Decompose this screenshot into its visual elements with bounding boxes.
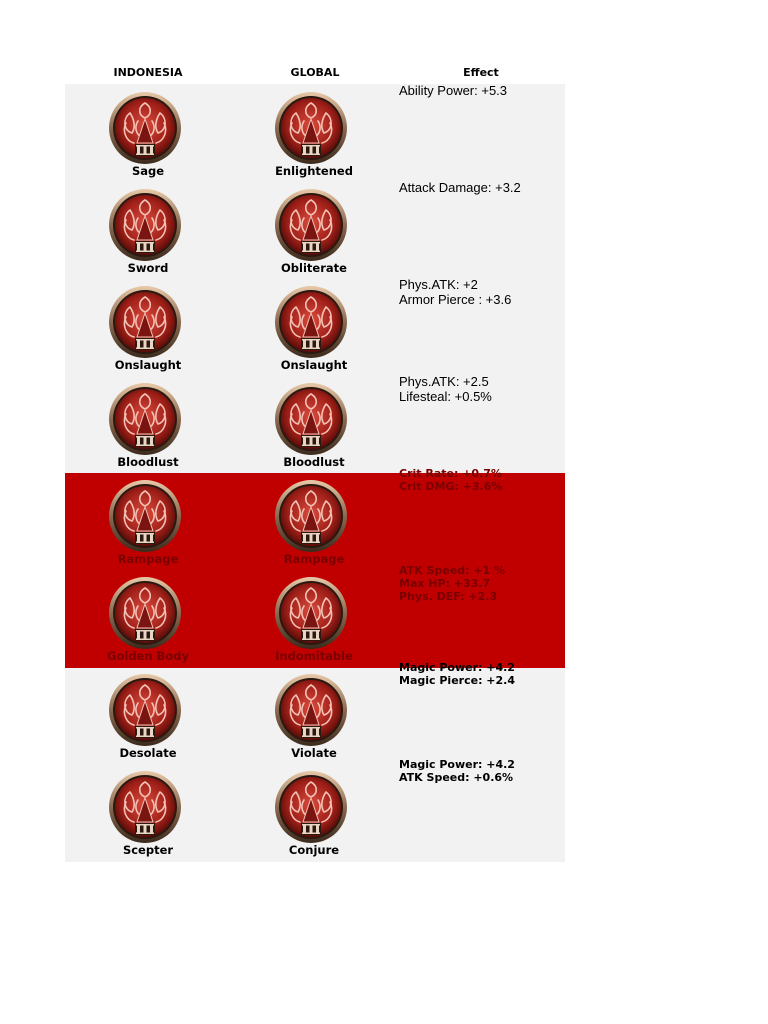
emblem-rank-iii-icon [274, 479, 348, 553]
effect-line: Magic Power: +4.2 [399, 661, 515, 674]
effect-cell [399, 467, 502, 493]
emblem-name-global: Obliterate [281, 261, 347, 275]
emblem-rank-iii-icon [274, 91, 348, 165]
effect-line: Crit Rate: +0.7% [399, 467, 502, 480]
emblem-rank-iii-icon [274, 673, 348, 747]
effect-line: Phys.ATK: +2 [399, 277, 478, 292]
emblem-name-indonesia: Golden Body [107, 649, 189, 663]
effect-cell [399, 661, 515, 687]
emblem-name-global: Bloodlust [283, 455, 345, 469]
emblem-name-indonesia: Desolate [119, 746, 177, 760]
effect-cell [399, 278, 511, 308]
effect-line: Phys.ATK: +2.5 [399, 374, 489, 389]
effect-line: ATK Speed: +1 % [399, 564, 506, 577]
effect-line: Max HP: +33.7 [399, 577, 491, 590]
emblem-name-global: Violate [291, 746, 337, 760]
effect-cell [399, 564, 505, 603]
effect-cell [399, 84, 507, 99]
emblem-name-global: Enlightened [275, 164, 353, 178]
emblem-name-global: Rampage [283, 552, 345, 566]
header-indonesia: INDONESIA [113, 66, 183, 79]
emblem-rank-iii-icon [274, 188, 348, 262]
effect-cell [399, 758, 515, 784]
emblem-name-indonesia: Sword [127, 261, 169, 275]
emblem-rank-iii-icon [108, 382, 182, 456]
emblem-rank-iii-icon [274, 770, 348, 844]
effect-line: ATK Speed: +0.6% [399, 771, 514, 784]
emblem-rank-iii-icon [108, 673, 182, 747]
emblem-name-global: Onslaught [280, 358, 348, 372]
emblem-name-indonesia: Scepter [122, 843, 174, 857]
emblem-rank-iii-icon [108, 770, 182, 844]
emblem-name-indonesia: Rampage [117, 552, 179, 566]
emblem-rank-iii-icon [274, 382, 348, 456]
effect-cell [399, 375, 492, 405]
emblem-rank-iii-icon [108, 285, 182, 359]
emblem-name-indonesia: Bloodlust [117, 455, 179, 469]
effect-line: Ability Power: +5.3 [399, 83, 508, 98]
effect-line: Magic Power: +4.2 [399, 758, 515, 771]
header-effect: Effect [463, 66, 499, 79]
effect-line: Lifesteal: +0.5% [399, 389, 492, 404]
emblem-rank-iii-icon [108, 576, 182, 650]
emblem-rank-iii-icon [108, 91, 182, 165]
emblem-name-global: Conjure [288, 843, 340, 857]
header-global: GLOBAL [290, 66, 340, 79]
effect-line: Phys. DEF: +2.3 [399, 590, 498, 603]
effect-line: Crit DMG: +3.6% [399, 480, 503, 493]
effect-cell [399, 181, 521, 196]
emblem-rank-iii-icon [274, 576, 348, 650]
emblem-rank-iii-icon [274, 285, 348, 359]
emblem-name-indonesia: Onslaught [114, 358, 182, 372]
effect-line: Magic Pierce: +2.4 [399, 674, 515, 687]
effect-line: Armor Pierce : +3.6 [399, 292, 512, 307]
effect-line: Attack Damage: +3.2 [399, 180, 521, 195]
emblem-rank-iii-icon [108, 188, 182, 262]
emblem-rank-iii-icon [108, 479, 182, 553]
emblem-name-indonesia: Sage [131, 164, 165, 178]
emblem-name-global: Indomitable [275, 649, 353, 663]
